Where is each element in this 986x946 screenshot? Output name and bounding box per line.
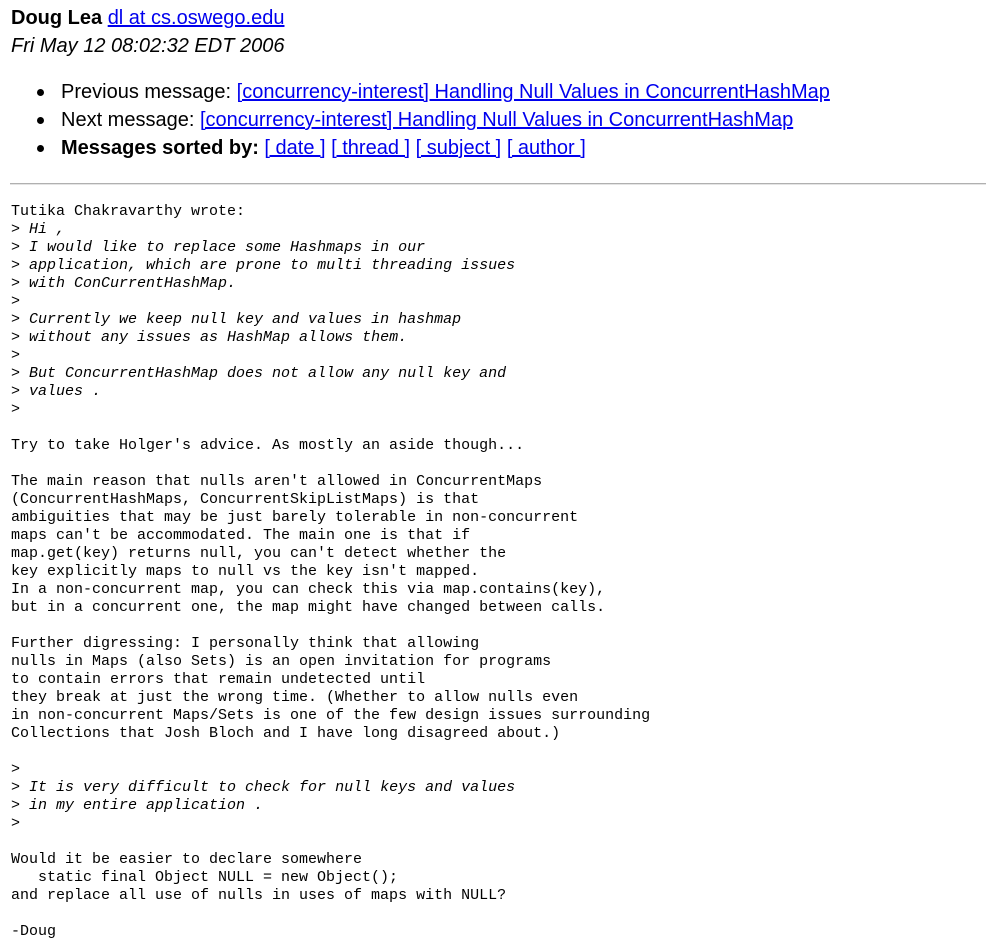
- quoted-line: [11, 761, 20, 778]
- line-text: (ConcurrentHashMaps, ConcurrentSkipListMaps) is that: [11, 491, 480, 508]
- quote-marker: >: [11, 815, 21, 832]
- previous-message-item: [37, 78, 830, 106]
- line-text: But ConcurrentHashMap does not allow any null key and: [29, 365, 507, 382]
- line-text: in my entire application .: [29, 797, 264, 814]
- author-email-link[interactable]: dl at cs.oswego.edu: [107, 7, 285, 29]
- quoted-line: [11, 401, 20, 418]
- line-text: Hi ,: [29, 221, 66, 238]
- body-line: [11, 671, 425, 688]
- line-text: maps can't be accommodated. The main one is that if: [11, 527, 471, 544]
- sort-by-subject-link[interactable]: [ subject ]: [415, 137, 502, 159]
- body-line: [11, 203, 245, 220]
- quote-marker: >: [11, 779, 30, 796]
- body-line: [11, 725, 560, 742]
- author-name: Doug Lea: [11, 7, 103, 29]
- line-text: and replace all use of nulls in uses of maps with NULL?: [11, 887, 507, 904]
- quoted-line: [11, 383, 101, 400]
- body-line: [11, 689, 578, 706]
- message-date: Fri May 12 08:02:32 EDT 2006: [11, 35, 285, 57]
- quoted-line: [11, 275, 236, 292]
- line-text: Try to take Holger's advice. As mostly an aside though...: [11, 437, 525, 454]
- line-text: Tutika Chakravarthy wrote:: [11, 203, 246, 220]
- sort-by-date-link[interactable]: [ date ]: [264, 137, 326, 159]
- body-line: [11, 887, 506, 904]
- line-text: values .: [29, 383, 102, 400]
- quote-marker: >: [11, 239, 30, 256]
- quoted-line: [11, 311, 461, 328]
- quoted-line: [11, 239, 425, 256]
- body-line: [11, 653, 551, 670]
- message-navigation: [37, 78, 830, 162]
- body-line: [11, 527, 470, 544]
- message-header: [11, 4, 284, 60]
- author-line: [11, 4, 284, 32]
- body-line: [11, 437, 524, 454]
- sort-by-author-link[interactable]: [ author ]: [506, 137, 586, 159]
- next-message-label: Next message:: [61, 109, 200, 131]
- line-text: but in a concurrent one, the map might have changed between calls.: [11, 599, 606, 616]
- body-line: [11, 491, 479, 508]
- line-text: nulls in Maps (also Sets) is an open invitation for programs: [11, 653, 552, 670]
- quoted-line: [11, 797, 263, 814]
- line-text: ambiguities that may be just barely tolerable in non-concurrent: [11, 509, 579, 526]
- body-line: [11, 851, 362, 868]
- line-text: in non-concurrent Maps/Sets is one of the few design issues surrounding: [11, 707, 651, 724]
- quote-marker: >: [11, 761, 21, 778]
- body-line: [11, 923, 56, 940]
- quote-marker: >: [11, 401, 21, 418]
- body-line: [11, 509, 578, 526]
- sorted-by-label: Messages sorted by:: [61, 137, 265, 159]
- line-text: It is very difficult to check for null keys and values: [29, 779, 516, 796]
- body-line: [11, 563, 479, 580]
- previous-message-label: Previous message:: [61, 81, 237, 103]
- sort-by-thread-link[interactable]: [ thread ]: [331, 137, 411, 159]
- line-text: Currently we keep null key and values in hashmap: [29, 311, 462, 328]
- line-text: Further digressing: I personally think that allowing: [11, 635, 480, 652]
- line-text: Would it be easier to declare somewhere: [11, 851, 363, 868]
- quote-marker: >: [11, 365, 30, 382]
- quoted-line: [11, 779, 515, 796]
- quoted-line: [11, 347, 20, 364]
- line-text: they break at just the wrong time. (Whether to allow nulls even: [11, 689, 579, 706]
- line-text: with ConCurrentHashMap.: [29, 275, 237, 292]
- line-text: key explicitly maps to null vs the key isn't mapped.: [11, 563, 480, 580]
- next-message-link[interactable]: [concurrency-interest] Handling Null Values in ConcurrentHashMap: [199, 109, 794, 131]
- line-text: The main reason that nulls aren't allowed in ConcurrentMaps: [11, 473, 543, 490]
- quoted-line: [11, 221, 65, 238]
- quoted-line: [11, 365, 506, 382]
- body-line: [11, 599, 605, 616]
- line-text: map.get(key) returns null, you can't detect whether the: [11, 545, 507, 562]
- quoted-line: [11, 815, 20, 832]
- body-line: [11, 635, 479, 652]
- quoted-line: [11, 293, 20, 310]
- horizontal-divider: [10, 183, 986, 185]
- body-line: [11, 545, 506, 562]
- body-line: [11, 869, 398, 886]
- line-text: I would like to replace some Hashmaps in our: [29, 239, 426, 256]
- quote-marker: >: [11, 347, 21, 364]
- quote-marker: >: [11, 329, 30, 346]
- message-body: [11, 203, 650, 941]
- quote-marker: >: [11, 311, 30, 328]
- line-text: without any issues as HashMap allows them.: [29, 329, 408, 346]
- quote-marker: >: [11, 257, 30, 274]
- body-line: [11, 581, 605, 598]
- line-text: Collections that Josh Bloch and I have long disagreed about.): [11, 725, 561, 742]
- line-text: static final Object NULL = new Object();: [11, 869, 399, 886]
- line-text: In a non-concurrent map, you can check this via map.contains(key),: [11, 581, 606, 598]
- quote-marker: >: [11, 383, 30, 400]
- previous-message-link[interactable]: [concurrency-interest] Handling Null Values in ConcurrentHashMap: [236, 81, 830, 103]
- quoted-line: [11, 329, 407, 346]
- line-text: application, which are prone to multi threading issues: [29, 257, 516, 274]
- quote-marker: >: [11, 221, 30, 238]
- body-line: [11, 707, 650, 724]
- quote-marker: >: [11, 797, 30, 814]
- quoted-line: [11, 257, 515, 274]
- quote-marker: >: [11, 293, 21, 310]
- sort-options-item: [37, 134, 830, 162]
- line-text: to contain errors that remain undetected until: [11, 671, 426, 688]
- body-line: [11, 473, 542, 490]
- quote-marker: >: [11, 275, 30, 292]
- next-message-item: [37, 106, 830, 134]
- line-text: -Doug: [11, 923, 57, 940]
